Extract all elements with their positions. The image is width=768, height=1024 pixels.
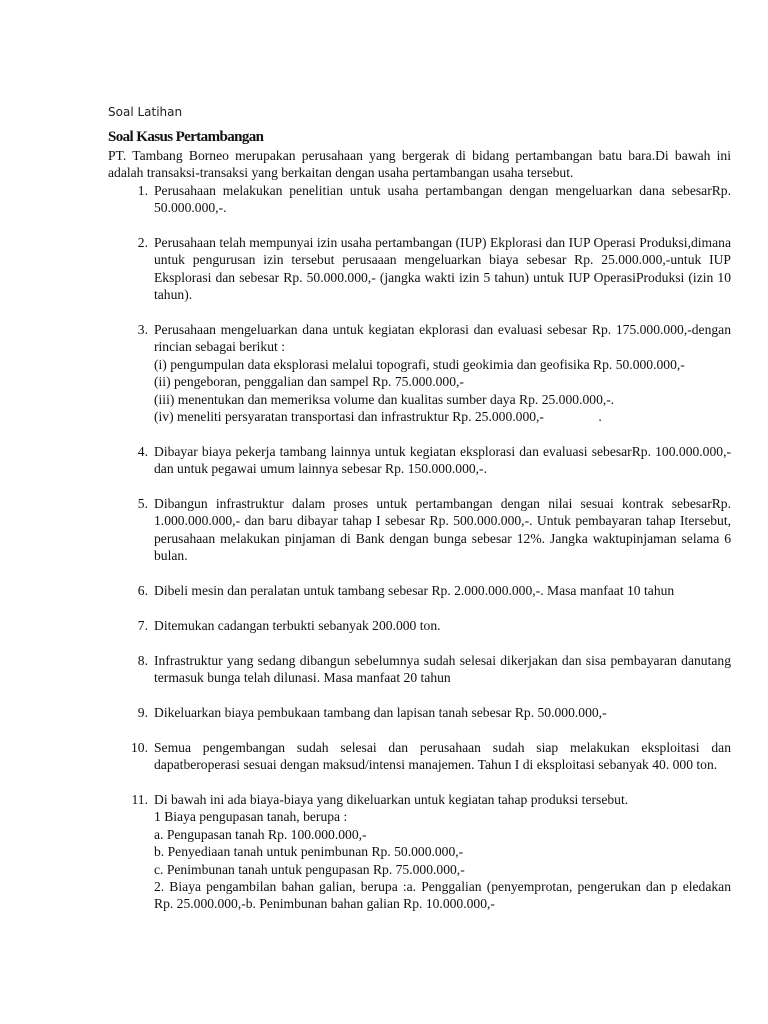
- sub-item: (iv) meneliti persyaratan transportasi dan infrastruktur Rp. 25.000.000,- .: [154, 409, 602, 425]
- sub-item: 1 Biaya pengupasan tanah, berupa :: [154, 809, 348, 825]
- item-text: Perusahaan telah mempunyai izin usaha pertambangan (IUP) Ekplorasi dan IUP Operasi Produksi,dimana untuk pengurusan izin tersebut perusaaan mengeluarkan biaya sebesar Rp. 25.000.000,-untuk IUP Eksplorasi dan sebesar Rp. 50.000.000,- (jangka wakti izin 5 tahun) untuk IUP OperasiProduksi (izin 10 tahun).: [154, 235, 731, 303]
- list-item: [108, 582, 731, 599]
- list-item: [108, 739, 731, 774]
- transaction-list: [108, 182, 731, 913]
- item-text: Infrastruktur yang sedang dibangun sebelumnya sudah selesai dikerjakan dan sisa pembayaran danutang termasuk bunga telah dilunasi. Masa manfaat 20 tahun: [154, 652, 731, 686]
- sub-item: b. Penyediaan tanah untuk penimbunan Rp. 50.000.000,-: [154, 844, 464, 860]
- page-header: Soal Latihan: [108, 105, 183, 119]
- sub-item: c. Penimbunan tanah untuk pengupasan Rp. 75.000.000,-: [154, 861, 465, 877]
- item-text: Dibangun infrastruktur dalam proses untuk pertambangan dengan nilai sesuai kontrak sebesarRp. 1.000.000.000,- dan baru dibayar tahap I sebesar Rp. 500.000.000,-. Untuk pembayaran tahap Itersebut, perusahaan melakukan pinjaman di Bank dengan bunga sebesar 12%. Jangka waktupinjaman selama 6 bulan.: [154, 496, 731, 564]
- item-number: 10.: [131, 739, 148, 755]
- intro-paragraph: PT. Tambang Borneo merupakan perusahaan yang bergerak di bidang pertambangan batu bara.Di bawah ini adalah transaksi-transaksi yang berkaitan dengan usaha pertambangan usaha tersebut.: [108, 148, 731, 181]
- item-number: 11.: [131, 791, 148, 807]
- document-title: Soal Kasus Pertambangan: [108, 129, 264, 145]
- sub-item: (ii) pengeboran, penggalian dan sampel Rp. 75.000.000,-: [154, 374, 464, 390]
- item-text: Perusahaan melakukan penelitian untuk usaha pertambangan dengan mengeluarkan dana sebesarRp. 50.000.000,-.: [154, 182, 731, 216]
- list-item: [108, 321, 731, 425]
- item-number: 9.: [137, 704, 148, 720]
- list-item: [108, 704, 731, 721]
- item-number: 4.: [137, 443, 148, 459]
- item-number: 7.: [137, 617, 148, 633]
- item-number: 6.: [137, 583, 148, 599]
- item-text: Dibeli mesin dan peralatan untuk tambang sebesar Rp. 2.000.000.000,-. Masa manfaat 10 tahun: [154, 583, 675, 599]
- sub-item: (i) pengumpulan data eksplorasi melalui topografi, studi geokimia dan geofisika Rp. 50.000.000,-: [154, 356, 685, 372]
- item-number: 1.: [137, 182, 148, 198]
- sub-item: a. Pengupasan tanah Rp. 100.000.000,-: [154, 826, 367, 842]
- document-body: [108, 128, 731, 913]
- item-text: Semua pengembangan sudah selesai dan perusahaan sudah siap melakukan eksploitasi dan dapatberoperasi sesuai dengan maksud/intensi manajemen. Tahun I di eksploitasi sebanyak 40. 000 ton.: [154, 739, 731, 773]
- item-number: 2.: [137, 235, 148, 251]
- item-text: Perusahaan mengeluarkan dana untuk kegiatan ekplorasi dan evaluasi sebesar Rp. 175.000.000,-dengan rincian sebagai berikut :: [154, 322, 731, 355]
- item-number: 8.: [137, 652, 148, 668]
- item-text: Ditemukan cadangan terbukti sebanyak 200.000 ton.: [154, 617, 441, 633]
- list-item: [108, 791, 731, 913]
- sub-item: 2. Biaya pengambilan bahan galian, berupa :a. Penggalian (penyemprotan, pengerukan dan p eledakan Rp. 25.000.000,-b. Penimbunan bahan galian Rp. 10.000.000,-: [154, 878, 731, 912]
- item-number: 5.: [137, 496, 148, 512]
- list-item: [108, 617, 731, 634]
- sub-item: (iii) menentukan dan memeriksa volume dan kualitas sumber daya Rp. 25.000.000,-.: [154, 391, 615, 407]
- list-item: [108, 495, 731, 565]
- item-text: Dikeluarkan biaya pembukaan tambang dan lapisan tanah sebesar Rp. 50.000.000,-: [154, 704, 607, 720]
- list-item: [108, 652, 731, 687]
- item-text: Dibayar biaya pekerja tambang lainnya untuk kegiatan eksplorasi dan evaluasi sebesarRp. 100.000.000,- dan untuk pegawai umum lainnya sebesar Rp. 150.000.000,-.: [154, 443, 731, 477]
- item-text: Di bawah ini ada biaya-biaya yang dikeluarkan untuk kegiatan tahap produksi tersebut.: [154, 791, 629, 807]
- list-item: [108, 443, 731, 478]
- list-item: [108, 182, 731, 217]
- list-item: [108, 234, 731, 304]
- item-number: 3.: [137, 322, 148, 338]
